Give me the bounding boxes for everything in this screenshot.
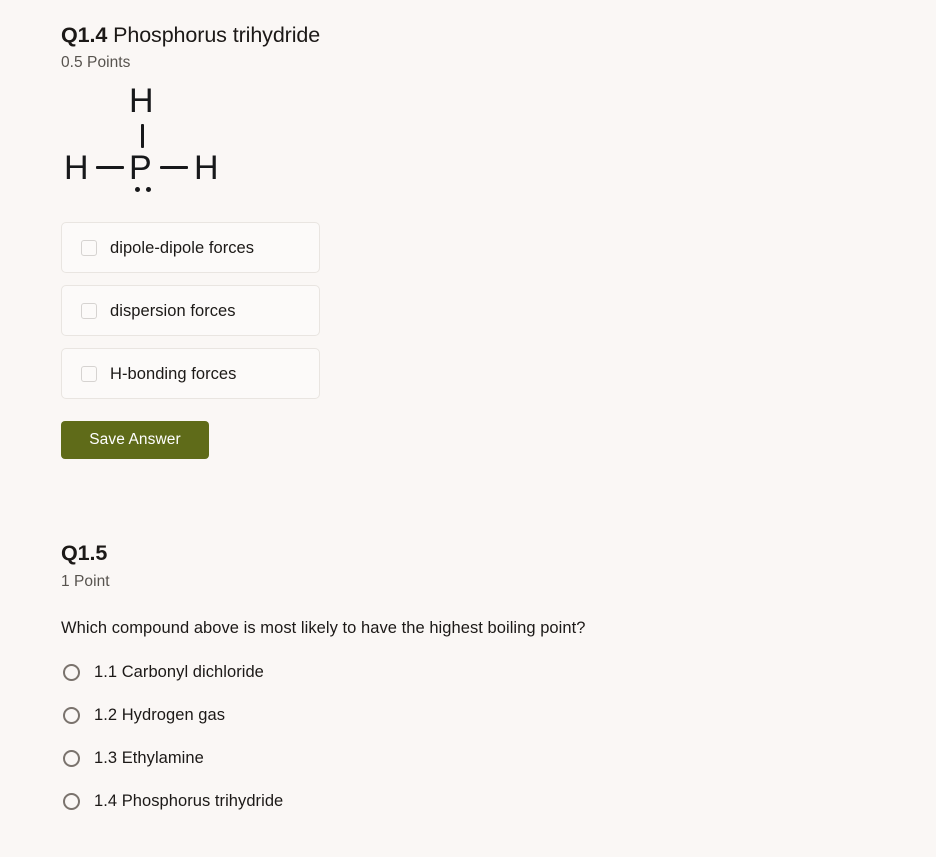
radio-option-1-3[interactable] (61, 745, 921, 771)
question-1-4-header (61, 21, 921, 73)
radio-button-icon[interactable] (63, 793, 80, 810)
question-1-5-prompt: Which compound above is most likely to have the highest boiling point? (61, 619, 586, 637)
checkbox-option-label: dipole-dipole forces (110, 238, 255, 257)
lewis-atom-hydrogen-right: H (194, 149, 219, 187)
radio-option-label: 1.3 Ethylamine (94, 749, 204, 767)
radio-option-1-4[interactable] (61, 788, 921, 814)
lewis-bond-left (96, 166, 124, 169)
lewis-bond-vertical (141, 124, 144, 148)
radio-button-icon[interactable] (63, 707, 80, 724)
lewis-bond-right (160, 166, 188, 169)
checkbox-icon[interactable] (81, 366, 97, 382)
lewis-lone-pair-dot-left (135, 187, 140, 192)
radio-option-1-2[interactable] (61, 702, 921, 728)
lewis-atom-hydrogen-top: H (129, 82, 154, 120)
question-1-4-name: Phosphorus trihydride (113, 23, 321, 47)
save-answer-container (61, 421, 921, 459)
question-1-5-header (61, 540, 921, 592)
question-1-4-options (61, 222, 921, 399)
save-answer-button[interactable]: Save Answer (61, 421, 209, 459)
radio-button-icon[interactable] (63, 664, 80, 681)
checkbox-option-label: H-bonding forces (110, 364, 237, 383)
question-1-4-points: 0.5 Points (61, 54, 131, 71)
radio-button-icon[interactable] (63, 750, 80, 767)
lewis-atom-phosphorus: P (129, 149, 152, 187)
checkbox-icon[interactable] (81, 240, 97, 256)
content-column (61, 0, 921, 814)
lewis-structure-phosphine (63, 80, 293, 205)
question-1-5-options (61, 659, 921, 814)
radio-option-1-1[interactable] (61, 659, 921, 685)
radio-option-label: 1.4 Phosphorus trihydride (94, 792, 284, 810)
checkbox-option-dipole-dipole[interactable] (61, 222, 320, 273)
checkbox-icon[interactable] (81, 303, 97, 319)
radio-option-label: 1.2 Hydrogen gas (94, 706, 226, 724)
question-1-4-title (61, 21, 921, 49)
checkbox-option-label: dispersion forces (110, 301, 236, 320)
question-1-5-points: 1 Point (61, 573, 110, 590)
checkbox-option-dispersion[interactable] (61, 285, 320, 336)
question-1-5-number: Q1.5 (61, 541, 108, 565)
question-1-4-number: Q1.4 (61, 23, 108, 47)
radio-option-label: 1.1 Carbonyl dichloride (94, 663, 264, 681)
lewis-lone-pair-dot-right (146, 187, 151, 192)
lewis-atom-hydrogen-left: H (64, 149, 89, 187)
checkbox-option-h-bonding[interactable] (61, 348, 320, 399)
